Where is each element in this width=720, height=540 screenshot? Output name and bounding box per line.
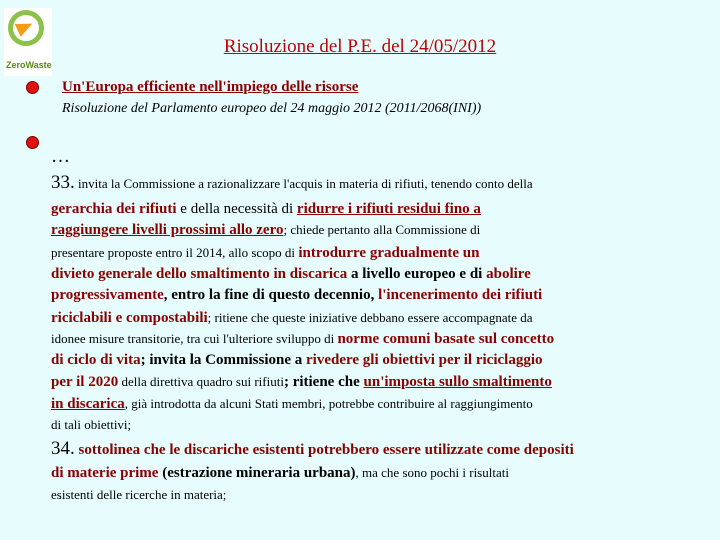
paragraph-number-33: 33. <box>51 172 75 193</box>
paragraph-34-line-2: di materie prime (estrazione mineraria urbana), ma che sono pochi i risultati <box>51 465 509 481</box>
paragraph-33-line-10: per il 2020 della direttiva quadro sui rifiuti; ritiene che un'imposta sullo smaltimento <box>51 374 552 390</box>
paragraph-33-line-8: idonee misure transitorie, tra cui l'ulteriore sviluppo di norme comuni basate sul concetto <box>51 331 555 347</box>
paragraph-33-line-9: di ciclo di vita; invita la Commissione a rivedere gli obiettivi per il riciclaggio <box>51 352 543 368</box>
paragraph-33-line-5: divieto generale dello smaltimento in discarica a livello europeo e di abolire <box>51 266 531 282</box>
ellipsis: … <box>51 146 70 167</box>
paragraph-33-line-3: raggiungere livelli prossimi allo zero; chiede pertanto alla Commissione di <box>51 222 481 238</box>
paragraph-33-line-4: presentare proposte entro il 2014, allo scopo di introdurre gradualmente un <box>51 245 480 261</box>
paragraph-33-line-12: di tali obiettivi; <box>51 417 132 432</box>
paragraph-33-line-2: gerarchia dei rifiuti e della necessità di ridurre i rifiuti residui fino a <box>51 201 481 217</box>
paragraph-33-line-1: 33. invita la Commissione a razionalizzare l'acquis in materia di rifiuti, tenendo conto della <box>51 172 533 193</box>
subtitle-italic: Risoluzione del Parlamento europeo del 24 maggio 2012 (2011/2068(INI)) <box>62 101 482 116</box>
paragraph-34-line-1: 34. sottolinea che le discariche esistenti potrebbero essere utilizzate come depositi <box>51 438 574 459</box>
paragraph-33-line-6: progressivamente, entro la fine di questo decennio, l'incenerimento dei rifiuti <box>51 287 543 303</box>
subtitle-bold: Un'Europa efficiente nell'impiego delle risorse <box>62 79 359 95</box>
paragraph-number-34: 34. <box>51 438 75 459</box>
bullet-icon <box>26 81 39 94</box>
logo-text: ZeroWaste <box>6 60 52 70</box>
page-title: Risoluzione del P.E. del 24/05/2012 <box>223 36 497 57</box>
bullet-icon <box>26 136 39 149</box>
paragraph-34-line-3: esistenti delle ricerche in materia; <box>51 487 227 502</box>
paragraph-33-line-11: in discarica, già introdotta da alcuni Stati membri, potrebbe contribuire al raggiungimento <box>51 396 533 412</box>
paragraph-33-line-7: riciclabili e compostabili; ritiene che queste iniziative debbano essere accompagnate da <box>51 310 533 326</box>
